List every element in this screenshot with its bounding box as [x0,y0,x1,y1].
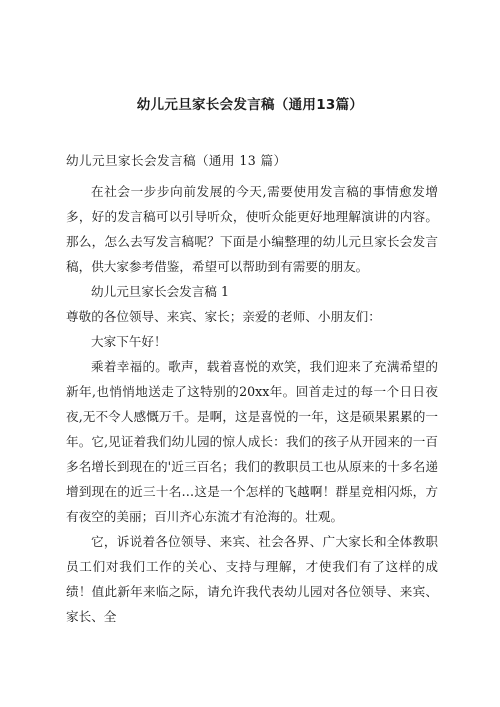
intro-paragraph: 在社会一步步向前发展的今天,需要使用发言稿的事情愈发增多，好的发言稿可以引导听众，使听众能更好地理解演讲的内容。那么，怎么去写发言稿呢？下面是小编整理的幼儿元旦家长会发言稿，供大家参考借鉴，希望可以帮助到有需要的朋友。 [66,184,438,274]
greeting: 大家下午好！ [91,334,167,349]
section-heading: 幼儿元旦家长会发言稿 1 [91,284,229,299]
body-paragraph-1: 乘着幸福的。歌声，载着喜悦的欢笑，我们迎来了充满希望的新年,也悄悄地送走了这特别的20xx年。回首走过的每一个日日夜夜,无不令人感慨万千。是啊，这是喜悦的一年，这是硕果累累的一年。它,见证着我们幼儿园的惊人成长：我们的孩子从开园来的一百多名增长到现在的'近三百名；我们的教职员工也从原来的十多名递增到现在的近三十名…这是一个怎样的飞越啊！群星竞相闪烁，方有夜空的美丽；百川齐心东流才有沧海的。壮观。 [66,359,438,524]
salutation: 尊敬的各位领导、来宾、家长；亲爱的老师、小朋友们： [66,309,381,324]
document-subtitle: 幼儿元旦家长会发言稿（通用 13 篇） [66,153,287,168]
document-body [66,148,438,629]
document-title: 幼儿元旦家长会发言稿（通用13篇） [136,97,364,113]
body-paragraph-2: 它，诉说着各位领导、来宾、社会各界、广大家长和全体教职员工们对我们工作的关心、支持与理解，才使我们有了这样的成绩！值此新年来临之际，请允许我代表幼儿园对各位领导、来宾、家长、全 [66,534,438,624]
